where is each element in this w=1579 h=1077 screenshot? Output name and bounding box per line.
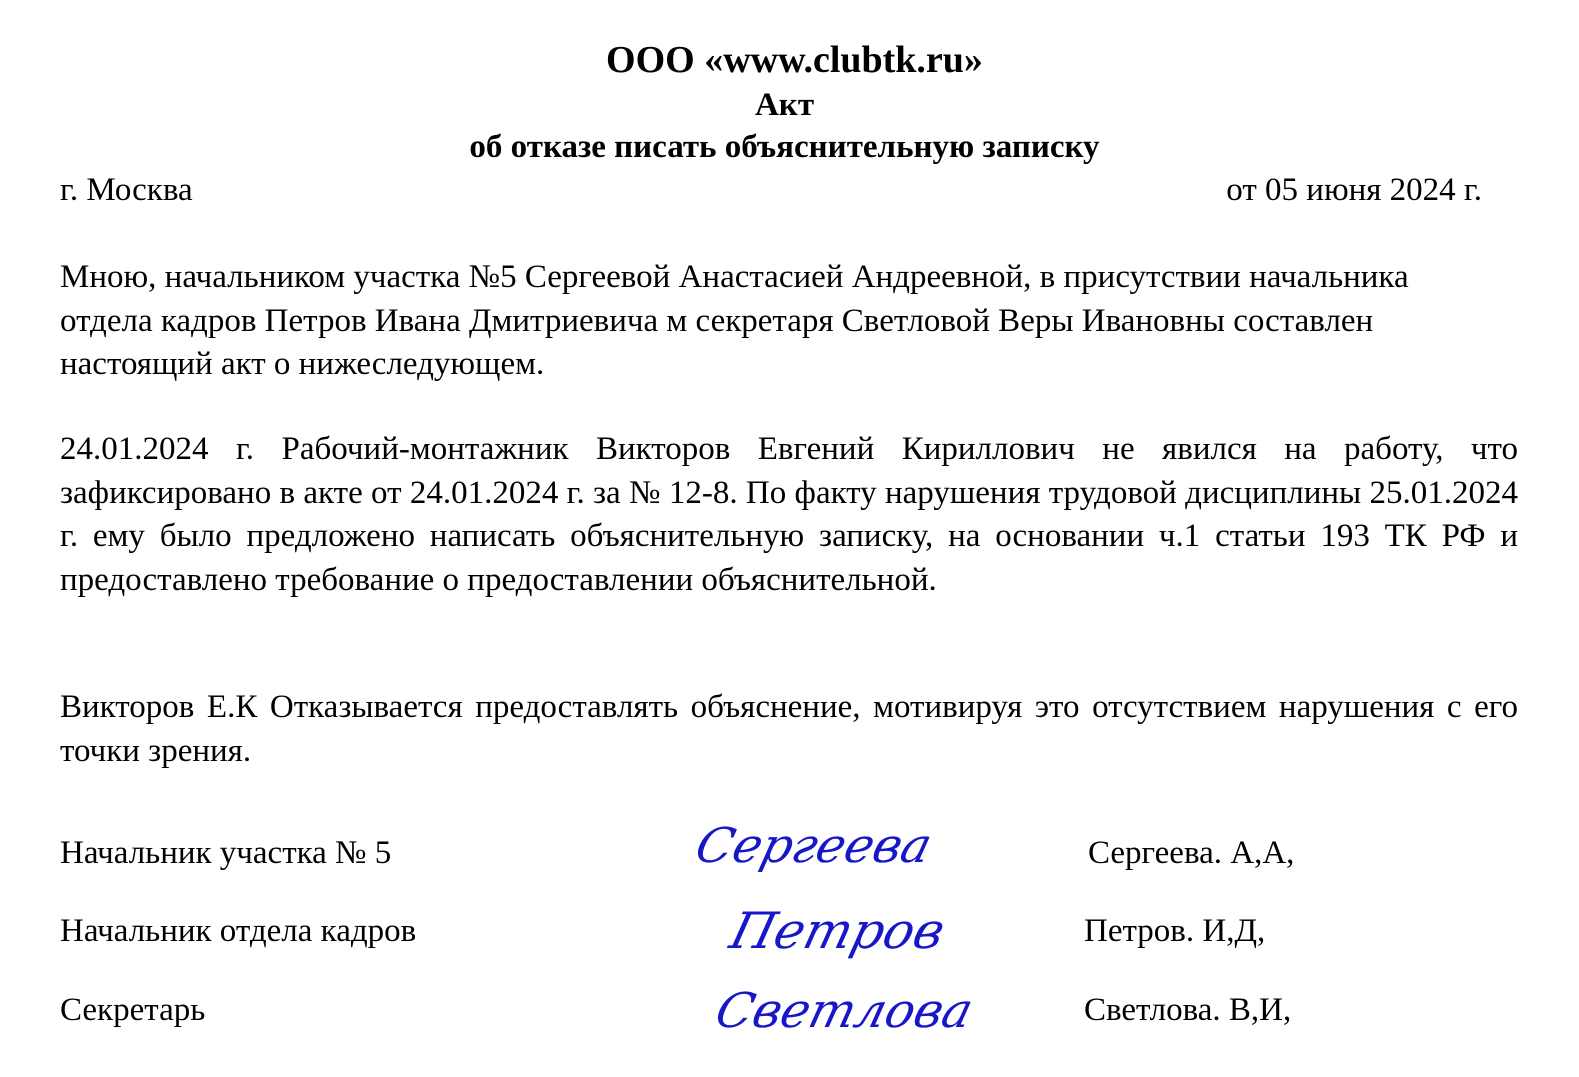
paragraph-refusal: Викторов Е.К Отказывается предоставлять объяснение, мотивируя это отсутствием нарушения с его точки зрения. xyxy=(60,689,1518,769)
signer-name: Сергеева. А,А, xyxy=(1088,835,1295,871)
signature-glyphs: Светлова xyxy=(710,983,979,1039)
document-date: от 05 июня 2024 г. xyxy=(1226,172,1482,208)
document-type: Акт xyxy=(754,87,815,123)
signer-role: Секретарь xyxy=(60,992,206,1028)
signature-row xyxy=(60,868,1520,960)
signature-row xyxy=(60,947,1520,1039)
signature-row xyxy=(60,790,1520,874)
handwritten-signature xyxy=(708,975,979,1045)
document-subject: об отказе писать объяснительную записку xyxy=(469,129,1100,165)
signer-name: Светлова. В,И, xyxy=(1084,992,1292,1028)
signer-role: Начальник отдела кадров xyxy=(60,913,417,949)
place-date-row xyxy=(60,174,1482,207)
signature-glyphs: Сергеева xyxy=(690,818,938,874)
city: г. Москва xyxy=(60,172,193,208)
signature-glyphs: Петров xyxy=(724,901,951,960)
paragraph-facts: 24.01.2024 г. Рабочий-монтажник Викторов Евгений Кириллович не явился на работу, что зафиксировано в акте от 24.01.2024 г. за № 12-8. По факту нарушения трудовой дисциплины 25.01.2024 г. ему было предложено написать объяснительную записку, на основании ч.1 статьи 193 ТК РФ и предоставлено требование о предоставлении объяснительной. xyxy=(60,431,1518,598)
organization-name: ООО «www.clubtk.ru» xyxy=(606,39,983,81)
signer-name: Петров. И,Д, xyxy=(1084,913,1266,949)
paragraph-intro: Мною, начальником участка №5 Сергеевой Анастасией Андреевной, в присутствии начальника отдела кадров Петров Ивана Дмитриевича м секретаря Светловой Веры Ивановны составлен настоящий акт о нижеследующем. xyxy=(60,259,1409,382)
signer-role: Начальник участка № 5 xyxy=(60,835,392,871)
